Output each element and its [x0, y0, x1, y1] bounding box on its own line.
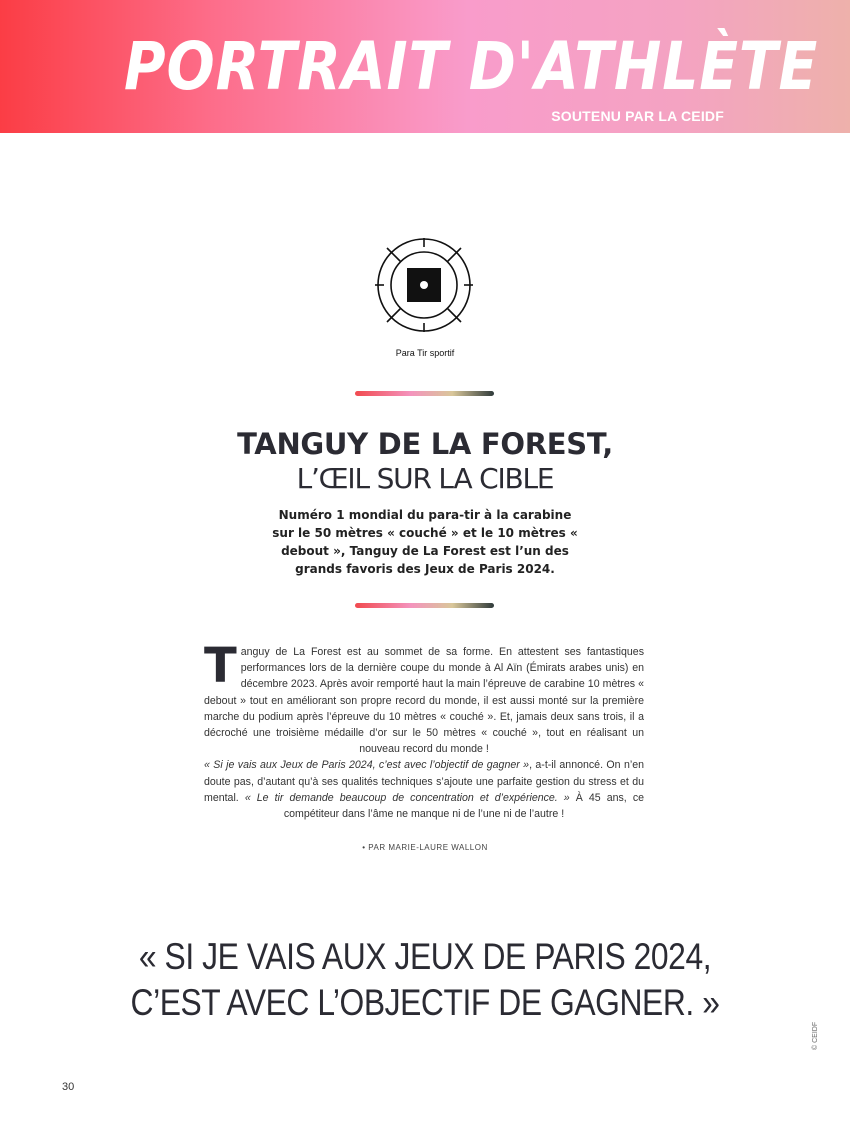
sport-label: Para Tir sportif — [395, 348, 455, 358]
body-quote-1: « Si je vais aux Jeux de Paris 2024, c’est avec l’objectif de gagner » — [204, 759, 530, 772]
body-paragraph-1: anguy de La Forest est au sommet de sa forme. En attestent ses fantastiques performances lors de la dernière coupe du monde à Al Aïn (Émirats arabes unis) en décembre 2023. Après avoir remporté haut la main l’épreuve de carabine 10 mètres « debout » tout en améliorant son propre record du monde, il est aussi monté sur la première marche du podium après l’épreuve du 10 mètres « couché ». Et, jamais deux sans trois, il a décroché une troisième médaille d’or sur le 50 mètres « couché », tout en réalisant un nouveau record du monde ! — [204, 646, 644, 756]
byline: • PAR MARIE-LAURE WALLON — [362, 843, 488, 852]
body-paragraph-2a: , a-t-il annoncé. On n’en doute pas, d’autant qu’à ses qualités techniques s’ajoute une parfaite gestion du stress et du mental. — [204, 759, 644, 804]
banner-title: PORTRAIT D'ATHLÈTE — [124, 28, 819, 105]
divider-bottom — [355, 603, 494, 608]
article-intro: Numéro 1 mondial du para-tir à la carabine sur le 50 mètres « couché » et le 10 mètres « debout », Tanguy de La Forest est l’un des grands favoris des Jeux de Paris 2024. — [272, 508, 578, 576]
article-headline: TANGUY DE LA FOREST, — [237, 427, 613, 461]
pull-quote-line-2: C’EST AVEC L’OBJECTIF DE GAGNER. » — [130, 982, 720, 1023]
body-paragraph-2b: À 45 ans, ce compétiteur dans l’âme ne manque ni de l’une ni de l’autre ! — [283, 791, 645, 821]
drop-cap: T — [204, 638, 237, 694]
pull-quote-line-1: « SI JE VAIS AUX JEUX DE PARIS 2024, — [138, 936, 712, 977]
header-banner — [0, 0, 850, 133]
article-subheadline: L’ŒIL SUR LA CIBLE — [296, 462, 554, 495]
page-number: 30 — [62, 1081, 75, 1093]
pull-quote — [60, 934, 791, 1026]
divider-top — [355, 391, 494, 396]
body-quote-2: « Le tir demande beaucoup de concentration et d’expérience. » — [244, 791, 570, 804]
photo-credit: © CEIDF — [812, 1021, 819, 1050]
article-body — [204, 638, 645, 822]
banner-subtitle: SOUTENU PAR LA CEIDF — [551, 108, 724, 124]
target-crosshair-icon — [374, 238, 474, 332]
